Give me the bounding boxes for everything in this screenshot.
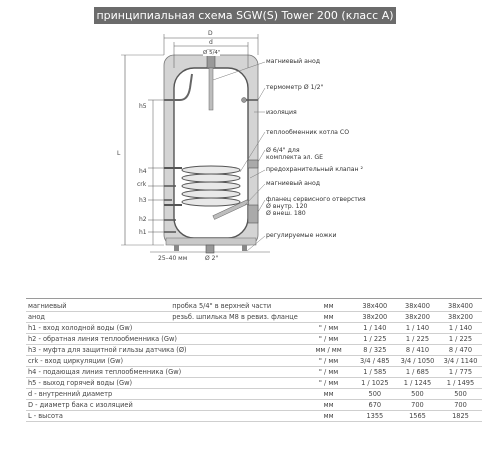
row-value-300: 3/4 / 1050 [396,356,439,367]
heat-exchanger-coil [182,166,240,206]
row-unit: мм [304,400,354,411]
row-label: D - диаметр бака с изоляцией [26,400,304,411]
row-label: магниевый [26,301,170,312]
row-value-200: 1 / 225 [354,334,396,345]
table-top-rule [26,298,482,299]
row-value-300: 1 / 1245 [396,378,439,389]
dim-feet: 25–40 мм [158,255,188,262]
row-value-400: 500 [439,389,482,400]
annotation-ge-socket-2: комплекта эл. GE [266,154,324,161]
row-value-400: 38x400 [439,301,482,312]
annotation-insulation: изоляция [266,109,297,116]
table-row [26,334,482,345]
dim-D: D [208,30,213,37]
row-value-200: 500 [354,389,396,400]
row-value-200: 670 [354,400,396,411]
table-row [26,356,482,367]
row-label: h1 - вход холодной воды (Gw) [26,323,304,334]
annotation-thermometer: термометр Ø 1/2" [266,84,324,91]
row-value-400: 3/4 / 1140 [439,356,482,367]
dim-bottom-connection: Ø 2" [205,255,219,262]
row-unit: мм [304,301,354,312]
row-value-200: 1 / 1025 [354,378,396,389]
row-value-300: 1 / 140 [396,323,439,334]
annotation-ge-socket-1: Ø 6/4" для [266,147,300,154]
annotation-safety-valve: предохранительный клапан ² [266,166,364,173]
row-value-200: 1 / 140 [354,323,396,334]
row-label: d - внутренний диаметр [26,389,304,400]
row-unit: " / мм [304,323,354,334]
row-label: h2 - обратная линия теплообменника (Gw) [26,334,304,345]
annotation-anode-side: магниевый анод [266,180,321,187]
dim-L: L [117,150,121,157]
row-value-400: 1 / 140 [439,323,482,334]
base-plate [166,238,256,245]
row-value-200: 1355 [354,411,396,422]
row-unit: " / мм [304,356,354,367]
row-label: h4 - подающая линия теплообменника (Gw) [26,367,304,378]
row-value-400: 38x200 [439,312,482,323]
dim-h5: h5 [139,103,147,110]
row-value-200: 8 / 325 [354,345,396,356]
row-unit: мм / мм [304,345,354,356]
foot-right [242,245,247,251]
table-row [26,400,482,411]
annotation-flange-outer: Ø внеш. 180 [266,210,306,217]
table-row [26,367,482,378]
dim-crk: crk [137,181,147,188]
table-row [26,378,482,389]
row-value-400: 1 / 1495 [439,378,482,389]
row-label: анод [26,312,170,323]
row-value-400: 8 / 470 [439,345,482,356]
row-value-300: 1 / 225 [396,334,439,345]
row-label: h5 - выход горячей воды (Gw) [26,378,304,389]
row-sublabel: пробка 5/4" в верхней части [170,301,303,312]
row-value-300: 8 / 410 [396,345,439,356]
row-value-200: 38x400 [354,301,396,312]
spec-table [26,301,482,422]
row-label: crk - вход циркуляции (Gw) [26,356,304,367]
row-value-300: 500 [396,389,439,400]
annotation-flange-inner: Ø внутр. 120 [266,203,308,210]
row-unit: " / мм [304,367,354,378]
row-unit: " / мм [304,378,354,389]
foot-left [174,245,179,251]
table-row [26,345,482,356]
row-unit: мм [304,389,354,400]
row-sublabel: резьб. шпилька М8 в ревиз. фланце [170,312,303,323]
row-value-300: 700 [396,400,439,411]
dim-h3: h3 [139,197,147,204]
annotation-feet: регулируемые ножки [266,232,337,239]
row-value-200: 3/4 / 485 [354,356,396,367]
annotation-anode-top: магниевый анод [266,58,321,65]
row-value-400: 1825 [439,411,482,422]
row-value-300: 38x400 [396,301,439,312]
row-value-200: 38x200 [354,312,396,323]
row-value-300: 1 / 685 [396,367,439,378]
annotation-heat-exchanger: теплообменник котла СО [266,129,350,136]
table-row [26,323,482,334]
row-value-200: 1 / 585 [354,367,396,378]
dim-h2: h2 [139,216,147,223]
row-unit: " / мм [304,334,354,345]
magnesium-anode-top [209,68,213,110]
row-unit: мм [304,312,354,323]
row-value-300: 1565 [396,411,439,422]
row-value-400: 700 [439,400,482,411]
row-unit: мм [304,411,354,422]
row-value-400: 1 / 225 [439,334,482,345]
table-row [26,301,482,312]
service-flange [248,205,258,223]
row-value-400: 1 / 775 [439,367,482,378]
dim-top-connection: Ø 5/4" [203,50,221,56]
dim-d: d [209,39,213,46]
row-label: h3 - муфта для защитной гильзы датчика (Ø) [26,345,304,356]
dim-h4: h4 [139,168,147,175]
row-label: L - высота [26,411,304,422]
diagram-title: принципиальная схема SGW(S) Tower 200 (класс А) [94,7,396,24]
table-row [26,389,482,400]
table-row [26,411,482,422]
annotation-flange: фланец сервисного отверстия [266,196,366,203]
table-row [26,312,482,323]
dim-h1: h1 [139,229,147,236]
row-value-300: 38x200 [396,312,439,323]
